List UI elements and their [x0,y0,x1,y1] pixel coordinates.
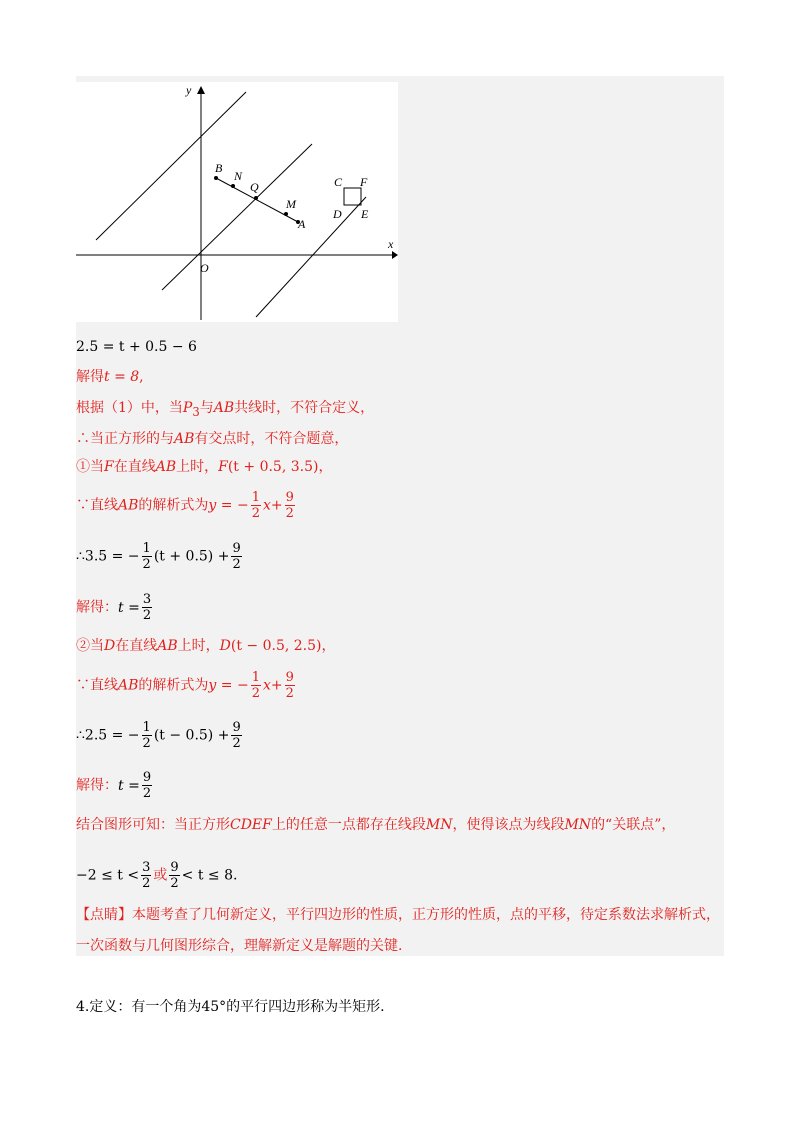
coordinate-figure [76,82,398,322]
line-9 [76,637,336,655]
label-d: D [333,207,342,221]
label-c: C [334,175,343,189]
text: 上时， [176,459,219,475]
line-10 [76,670,297,701]
text: 在直线 [115,638,158,654]
text: 解得 [76,369,104,385]
fraction-nine-half: $\frac{9}{2}$ [285,490,294,521]
text: ∴2.5 = − [76,727,140,744]
text: 解得： [76,599,118,616]
fraction-nine-half: $\frac{9}{2}$ [142,770,152,801]
var-ab: AB [213,400,235,416]
line-5 [76,458,332,476]
text: (t − 0.5, 2.5)， [230,638,336,654]
x-axis-label: x [388,237,394,251]
plus: + [270,497,283,514]
comment-text: 一次函数与几何图形综合，理解新定义是解题的关键. [76,938,403,954]
point-b [214,176,218,180]
line-4 [76,430,348,448]
eq: = − [216,497,249,514]
line-8 [76,592,154,623]
fraction-three-half: $\frac{3}{2}$ [142,860,151,891]
var-t: t = [118,777,140,794]
var-d: D [104,638,116,654]
square-cdef [344,188,361,205]
var-ab: AB [157,638,178,654]
var-x: x [262,497,271,514]
text: 在直线 [113,459,156,475]
var-ab: AB [174,431,195,447]
parallel-line-lower [256,197,366,317]
text: < t ≤ 8. [181,867,238,884]
figure-svg [76,82,398,322]
line-14 [76,860,237,891]
text: 的“关联点”， [591,817,676,833]
text: ∵直线 [76,677,118,694]
text: 根据（1）中，当 [76,400,183,416]
line-15 [76,906,720,924]
line-3 [76,399,374,421]
text: 上的任意一点都存在线段 [271,817,426,833]
text: ∴当正方形的与 [76,431,174,447]
text: (t + 0.5) + [153,548,230,565]
label-n: N [234,169,243,183]
var-p: P [182,400,193,416]
line-13 [76,816,675,834]
fraction-half: $\frac{1}{2}$ [251,490,260,521]
point-n [231,184,235,188]
point-m [284,212,288,216]
text: 与 [199,400,214,416]
var-ab: AB [118,497,139,514]
fraction-half: $\frac{1}{2}$ [142,720,151,751]
text: 共线时，不符合定义， [234,400,375,416]
var-f: F [218,459,228,475]
text: 上时， [177,638,220,654]
text: (t + 0.5, 3.5)， [227,459,333,475]
text: ①当 [76,459,104,475]
text: ∴3.5 = − [76,548,140,565]
var-f: F [104,459,114,475]
var-y: y [208,497,217,514]
text: 有交点时，不符合题意， [194,431,349,447]
line-11 [76,720,244,751]
label-e: E [361,207,369,221]
plus: + [270,677,283,694]
label-f: F [360,175,368,189]
fraction-half: $\frac{1}{2}$ [251,670,260,701]
var-t: t = [118,599,140,616]
text: (t − 0.5) + [153,727,230,744]
line-2: 解得t = 8, [76,369,144,385]
line-12 [76,770,154,801]
label-a: A [298,217,306,231]
var-x: x [262,677,271,694]
text: ②当 [76,638,104,654]
label-q: Q [250,180,259,194]
var-d: D [219,638,231,654]
fraction-nine-half: $\frac{9}{2}$ [232,541,241,572]
text: 的解析式为 [138,497,209,514]
comment-text: 【点睛】本题考查了几何新定义，平行四边形的性质，正方形的性质，点的平移，待定系数法求解析式， [76,907,720,923]
fraction-half: $\frac{1}{2}$ [142,541,151,572]
question-text: 4.定义：有一个角为45°的平行四边形称为半矩形. [76,999,385,1015]
text: 结合图形可知：当正方形 [76,817,230,833]
parallel-line-upper [96,92,246,240]
var-cdef: CDEF [230,817,272,833]
var-mn: MN [425,817,453,833]
x-axis-arrow [392,251,398,259]
fraction-three-half: $\frac{3}{2}$ [142,592,152,623]
equation-1: 2.5 = t + 0.5 − 6 [76,339,197,355]
point-q [254,196,258,200]
text: ，使得该点为线段 [452,817,565,833]
var-ab: AB [155,459,177,475]
var-ab: AB [118,677,139,694]
var-y: y [208,677,217,694]
y-axis-arrow [197,86,205,94]
label-b: B [215,161,223,175]
question-4 [76,998,385,1016]
fraction-nine-half: $\frac{9}{2}$ [285,670,294,701]
line-7 [76,541,244,572]
text: 的解析式为 [138,677,209,694]
y-axis-label: y [186,83,192,97]
line-16 [76,937,402,955]
expr: t = 8 [104,369,140,385]
text: ∵直线 [76,497,118,514]
label-m: M [286,197,296,211]
text: 解得： [76,777,118,794]
fraction-nine-half: $\frac{9}{2}$ [232,720,241,751]
var-mn: MN [564,817,592,833]
text: −2 ≤ t < [76,867,140,884]
or-text: 或 [153,867,168,884]
line-6 [76,490,297,521]
sub: 3 [192,404,200,419]
fraction-nine-half: $\frac{9}{2}$ [170,860,179,891]
line-1 [76,338,197,356]
eq: = − [216,677,249,694]
origin-label: O [200,261,209,275]
